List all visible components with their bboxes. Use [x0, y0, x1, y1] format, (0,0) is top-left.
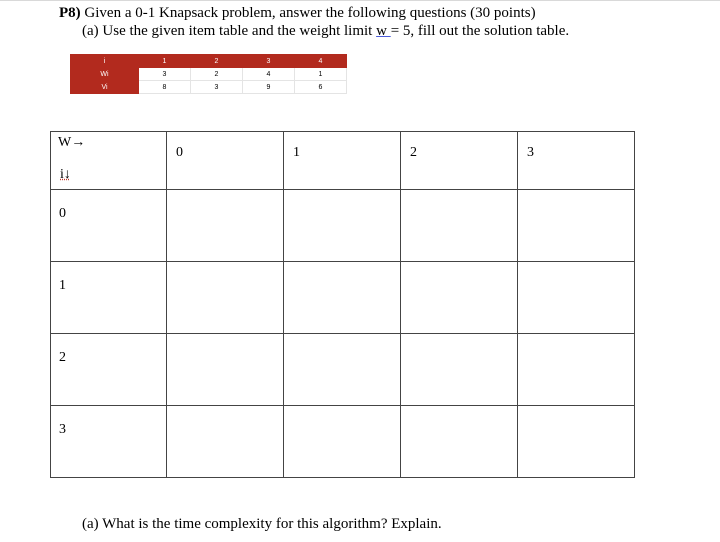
solution-header-row: [51, 132, 635, 190]
top-rule: [0, 0, 720, 1]
part-a-prefix: (a) Use the given item table and the weight limit: [82, 23, 377, 39]
question-title-text: Given a 0-1 Knapsack problem, answer the following questions (30 points): [80, 5, 536, 21]
solution-cell[interactable]: [167, 334, 284, 406]
weight-column-label: 2: [410, 145, 417, 160]
question-part-a: [82, 23, 569, 40]
item-row-label: 3: [59, 422, 66, 437]
solution-cell[interactable]: [167, 406, 284, 478]
question-number: P8): [59, 5, 81, 21]
solution-row: [51, 406, 635, 478]
item-row-label: 1: [59, 278, 66, 293]
item-value-cell: 9: [243, 81, 295, 94]
solution-row: [51, 190, 635, 262]
solution-cell[interactable]: [518, 190, 635, 262]
solution-corner-cell: [51, 132, 167, 190]
item-row-header: [51, 334, 167, 406]
weight-column-header: [518, 132, 635, 190]
item-index-cell: 1: [139, 55, 191, 68]
item-weight-cell: 2: [191, 68, 243, 81]
item-index-cell: 2: [191, 55, 243, 68]
solution-cell[interactable]: [518, 262, 635, 334]
solution-cell[interactable]: [167, 190, 284, 262]
weight-axis-label: W→: [58, 135, 86, 150]
item-weight-row: [71, 68, 347, 81]
solution-table: [50, 131, 635, 478]
solution-cell[interactable]: [401, 406, 518, 478]
item-row-header: [51, 262, 167, 334]
item-table: [70, 54, 347, 94]
item-value-cell: 8: [139, 81, 191, 94]
item-weight-cell: 3: [139, 68, 191, 81]
question-title: [59, 5, 536, 22]
item-row-header: [51, 190, 167, 262]
question-part-b: (a) What is the time complexity for this algorithm? Explain.: [82, 516, 442, 532]
weight-column-label: 3: [527, 145, 534, 160]
item-axis-label: i↓: [60, 167, 71, 182]
weight-column-header: [401, 132, 518, 190]
solution-cell[interactable]: [284, 190, 401, 262]
solution-cell[interactable]: [284, 406, 401, 478]
weight-column-header: [167, 132, 284, 190]
solution-cell[interactable]: [401, 262, 518, 334]
part-a-suffix: = 5, fill out the solution table.: [390, 23, 570, 39]
weight-limit-symbol: w: [376, 23, 391, 39]
solution-cell[interactable]: [167, 262, 284, 334]
solution-cell[interactable]: [284, 262, 401, 334]
item-index-label: i: [71, 55, 139, 68]
item-value-cell: 6: [295, 81, 347, 94]
solution-cell[interactable]: [401, 334, 518, 406]
item-weight-cell: 1: [295, 68, 347, 81]
solution-cell[interactable]: [401, 190, 518, 262]
item-row-header: [51, 406, 167, 478]
item-index-cell: 3: [243, 55, 295, 68]
item-table-header-row: [71, 55, 347, 68]
weight-column-header: [284, 132, 401, 190]
item-row-label: 2: [59, 350, 66, 365]
solution-cell[interactable]: [518, 334, 635, 406]
solution-cell[interactable]: [518, 406, 635, 478]
weight-column-label: 1: [293, 145, 300, 160]
item-weight-label: Wi: [71, 68, 139, 81]
item-index-cell: 4: [295, 55, 347, 68]
weight-column-label: 0: [176, 145, 183, 160]
item-row-label: 0: [59, 206, 66, 221]
solution-row: [51, 262, 635, 334]
solution-cell[interactable]: [284, 334, 401, 406]
item-value-row: [71, 81, 347, 94]
solution-row: [51, 334, 635, 406]
item-weight-cell: 4: [243, 68, 295, 81]
item-value-cell: 3: [191, 81, 243, 94]
item-value-label: Vi: [71, 81, 139, 94]
